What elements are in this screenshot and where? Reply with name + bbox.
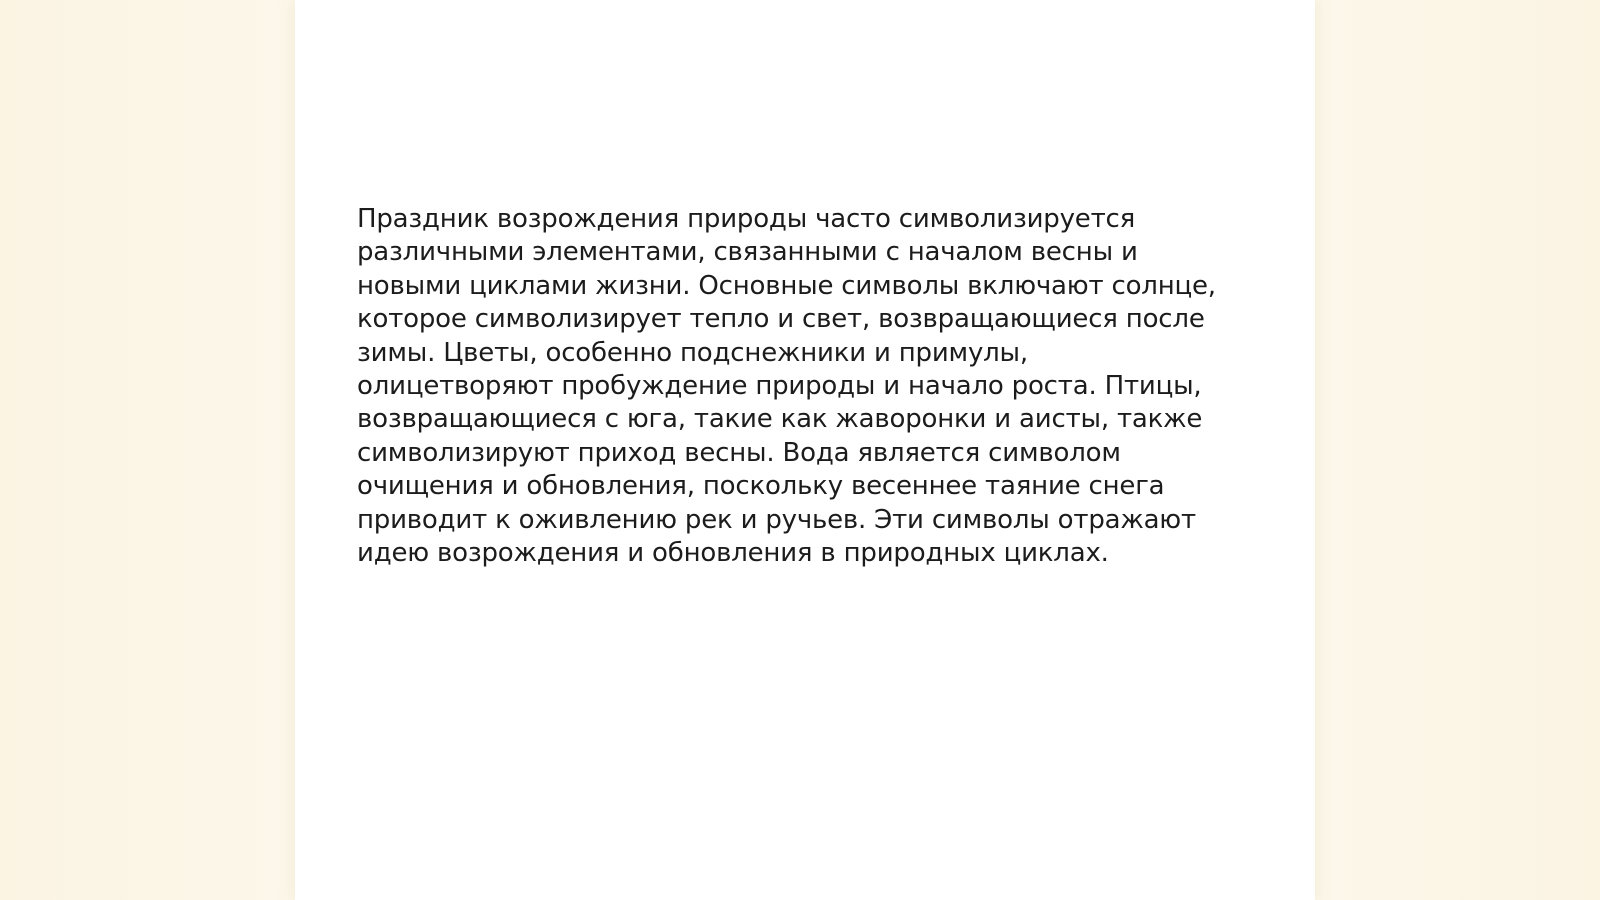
body-paragraph	[357, 203, 1257, 570]
paragraph-line: новыми циклами жизни. Основные символы включают солнце,	[357, 270, 1216, 301]
paragraph-line: Праздник возрождения природы часто символизируется	[357, 204, 1136, 234]
paragraph-line: возвращающиеся с юга, такие как жаворонки и аисты, также	[357, 404, 1203, 435]
paragraph-line: зимы. Цветы, особенно подснежники и примулы,	[357, 337, 1028, 368]
document-page	[295, 0, 1315, 900]
paragraph-line: символизируют приход весны. Вода является символом	[357, 437, 1121, 468]
paragraph-line: приводит к оживлению рек и ручьев. Эти символы отражают	[357, 504, 1196, 535]
paragraph-line: различными элементами, связанными с началом весны и	[357, 237, 1138, 268]
paragraph-line: идею возрождения и обновления в природных циклах.	[357, 538, 1109, 569]
left-margin-background	[0, 0, 295, 900]
paragraph-line: олицетворяют пробуждение природы и начало роста. Птицы,	[357, 371, 1202, 402]
paragraph-line: очищения и обновления, поскольку весеннее таяние снега	[357, 471, 1165, 502]
paragraph-line: которое символизирует тепло и свет, возвращающиеся после	[357, 304, 1205, 335]
right-margin-background	[1315, 0, 1600, 900]
